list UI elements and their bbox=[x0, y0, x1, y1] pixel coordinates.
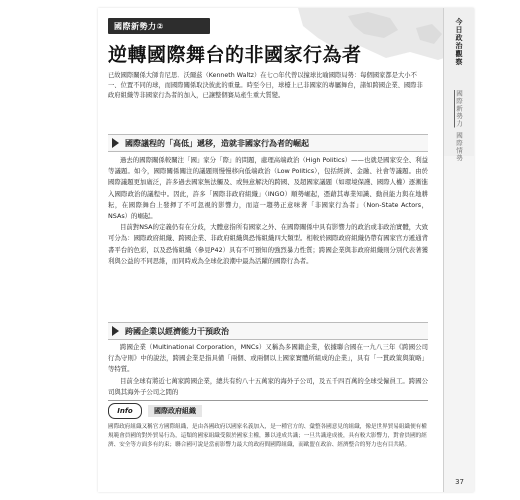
section-heading-1 bbox=[108, 134, 428, 152]
intro-paragraph: 已故國際關係大師肯尼思．沃爾茲（Kenneth Waltz）在七○年代曾以撞球比喻國際局勢：每個國家都是大小不一、位置不同的球，而國際關係取決彼此的重量。時至今日，球檯上已非國家的專屬舞台，諸如跨國企業、國際非政府組織等非國家行為者的加入，已讓整個賽局產生重大質變。 bbox=[108, 72, 423, 100]
page-title: 逆轉國際舞台的非國家行為者 bbox=[108, 44, 362, 66]
info-logo: Info bbox=[108, 403, 142, 419]
info-sidebar-box bbox=[108, 400, 428, 473]
side-link-label: 國際新勢力 bbox=[455, 90, 463, 128]
side-sub-label: 國際情勢 bbox=[455, 132, 463, 162]
section-2-paragraph-1: 跨國企業（Multinational Corporation，MNCs）又稱為多國籍企業，依據聯合國在一九八三年《跨國公司行為守則》中的說法，跨國企業是指具備「兩個、或兩個以上國家實體所組成的企業」，具有「一貫政策與策略」等特質。 bbox=[108, 343, 428, 374]
series-badge bbox=[108, 18, 210, 34]
section-2-body bbox=[108, 342, 428, 398]
series-label: 國際新勢力② bbox=[114, 21, 164, 31]
section-2-paragraph-2: 目前全球有將近七萬家跨國企業，總共有約八十五萬家的海外子公司，及五千四百萬的全球受僱員工。跨國公司與其海外子公司之間的 bbox=[108, 376, 428, 396]
section-1-body bbox=[108, 155, 428, 267]
info-header bbox=[108, 403, 202, 419]
page-number: 37 bbox=[455, 478, 464, 486]
triangle-arrow-icon bbox=[112, 138, 119, 148]
section-1-paragraph-1: 過去的國際關係較關注「國」家分「際」的問題，處理高端政治（High Politics）——也就是國家安全、利益等議題。如今，國際關係關注的議題則慢慢移向低端政治（Low Politics），包括經濟、金融、社會等議題。由於國際議題更加廣泛，許多過去國家無法觸及、或無意解決的跨國、及超國家議題（如環境保護、國際人權）逐漸進入國際政治的議程中。因此，許多「國際非政府組織」（INGO）順勢崛起，憑藉其專業知識、動員能力與在地耕耘，在國際舞台上發揮了不可忽視的影響力，而這一趨勢正意味著「非國家行為者」（Non-State Actors，NSAs）的崛起。 bbox=[108, 156, 428, 221]
triangle-arrow-icon bbox=[112, 326, 119, 336]
section-1-paragraph-2: 目前對NSA的定義仍有在分歧，大體意指所有國家之外、在國際關係中具有影響力的政治或非政治實體，大致可分為：國際政府組織、跨國企業、非政府組織與恐怖組織四大類型。相較於國際政府組織仍帶有國家官方遞通背書平台的色彩，以及恐怖組織（參見P42）具有不可預知的強烈暴力性質；跨國企業與非政府組織則分別代表著獲利與公益的不同思維，而同時成為全球化浪潮中最為活躍的國際行為者。 bbox=[108, 223, 428, 265]
section-heading-1-text: 國際議程的「高低」遞移，造就非國家行為者的崛起 bbox=[125, 138, 309, 148]
section-heading-2 bbox=[108, 322, 428, 340]
book-page bbox=[98, 8, 474, 492]
side-section-label: 今日政治觀察 bbox=[455, 18, 463, 66]
section-heading-2-text: 跨國企業以經濟能力干預政治 bbox=[125, 326, 229, 336]
info-title: 國際政府組織 bbox=[148, 405, 202, 417]
info-body: 國際政府組織又稱官方國際組織，是由各國政府以國家名義加入，是一種官方的、彙整各國意見的組織，像是世界貿易組織便有權規範會員國的對外貿易行為，這類的國家組織受限於國家主權，難以達成共識；一旦共識達成後，具有較大影響力，對會員國的經濟、安全等方面多有約束；聯合國可說是當前影響力最大的政府間國際組織，而歐盟在政治、經濟整合的努力也有目共睹。 bbox=[108, 424, 427, 448]
